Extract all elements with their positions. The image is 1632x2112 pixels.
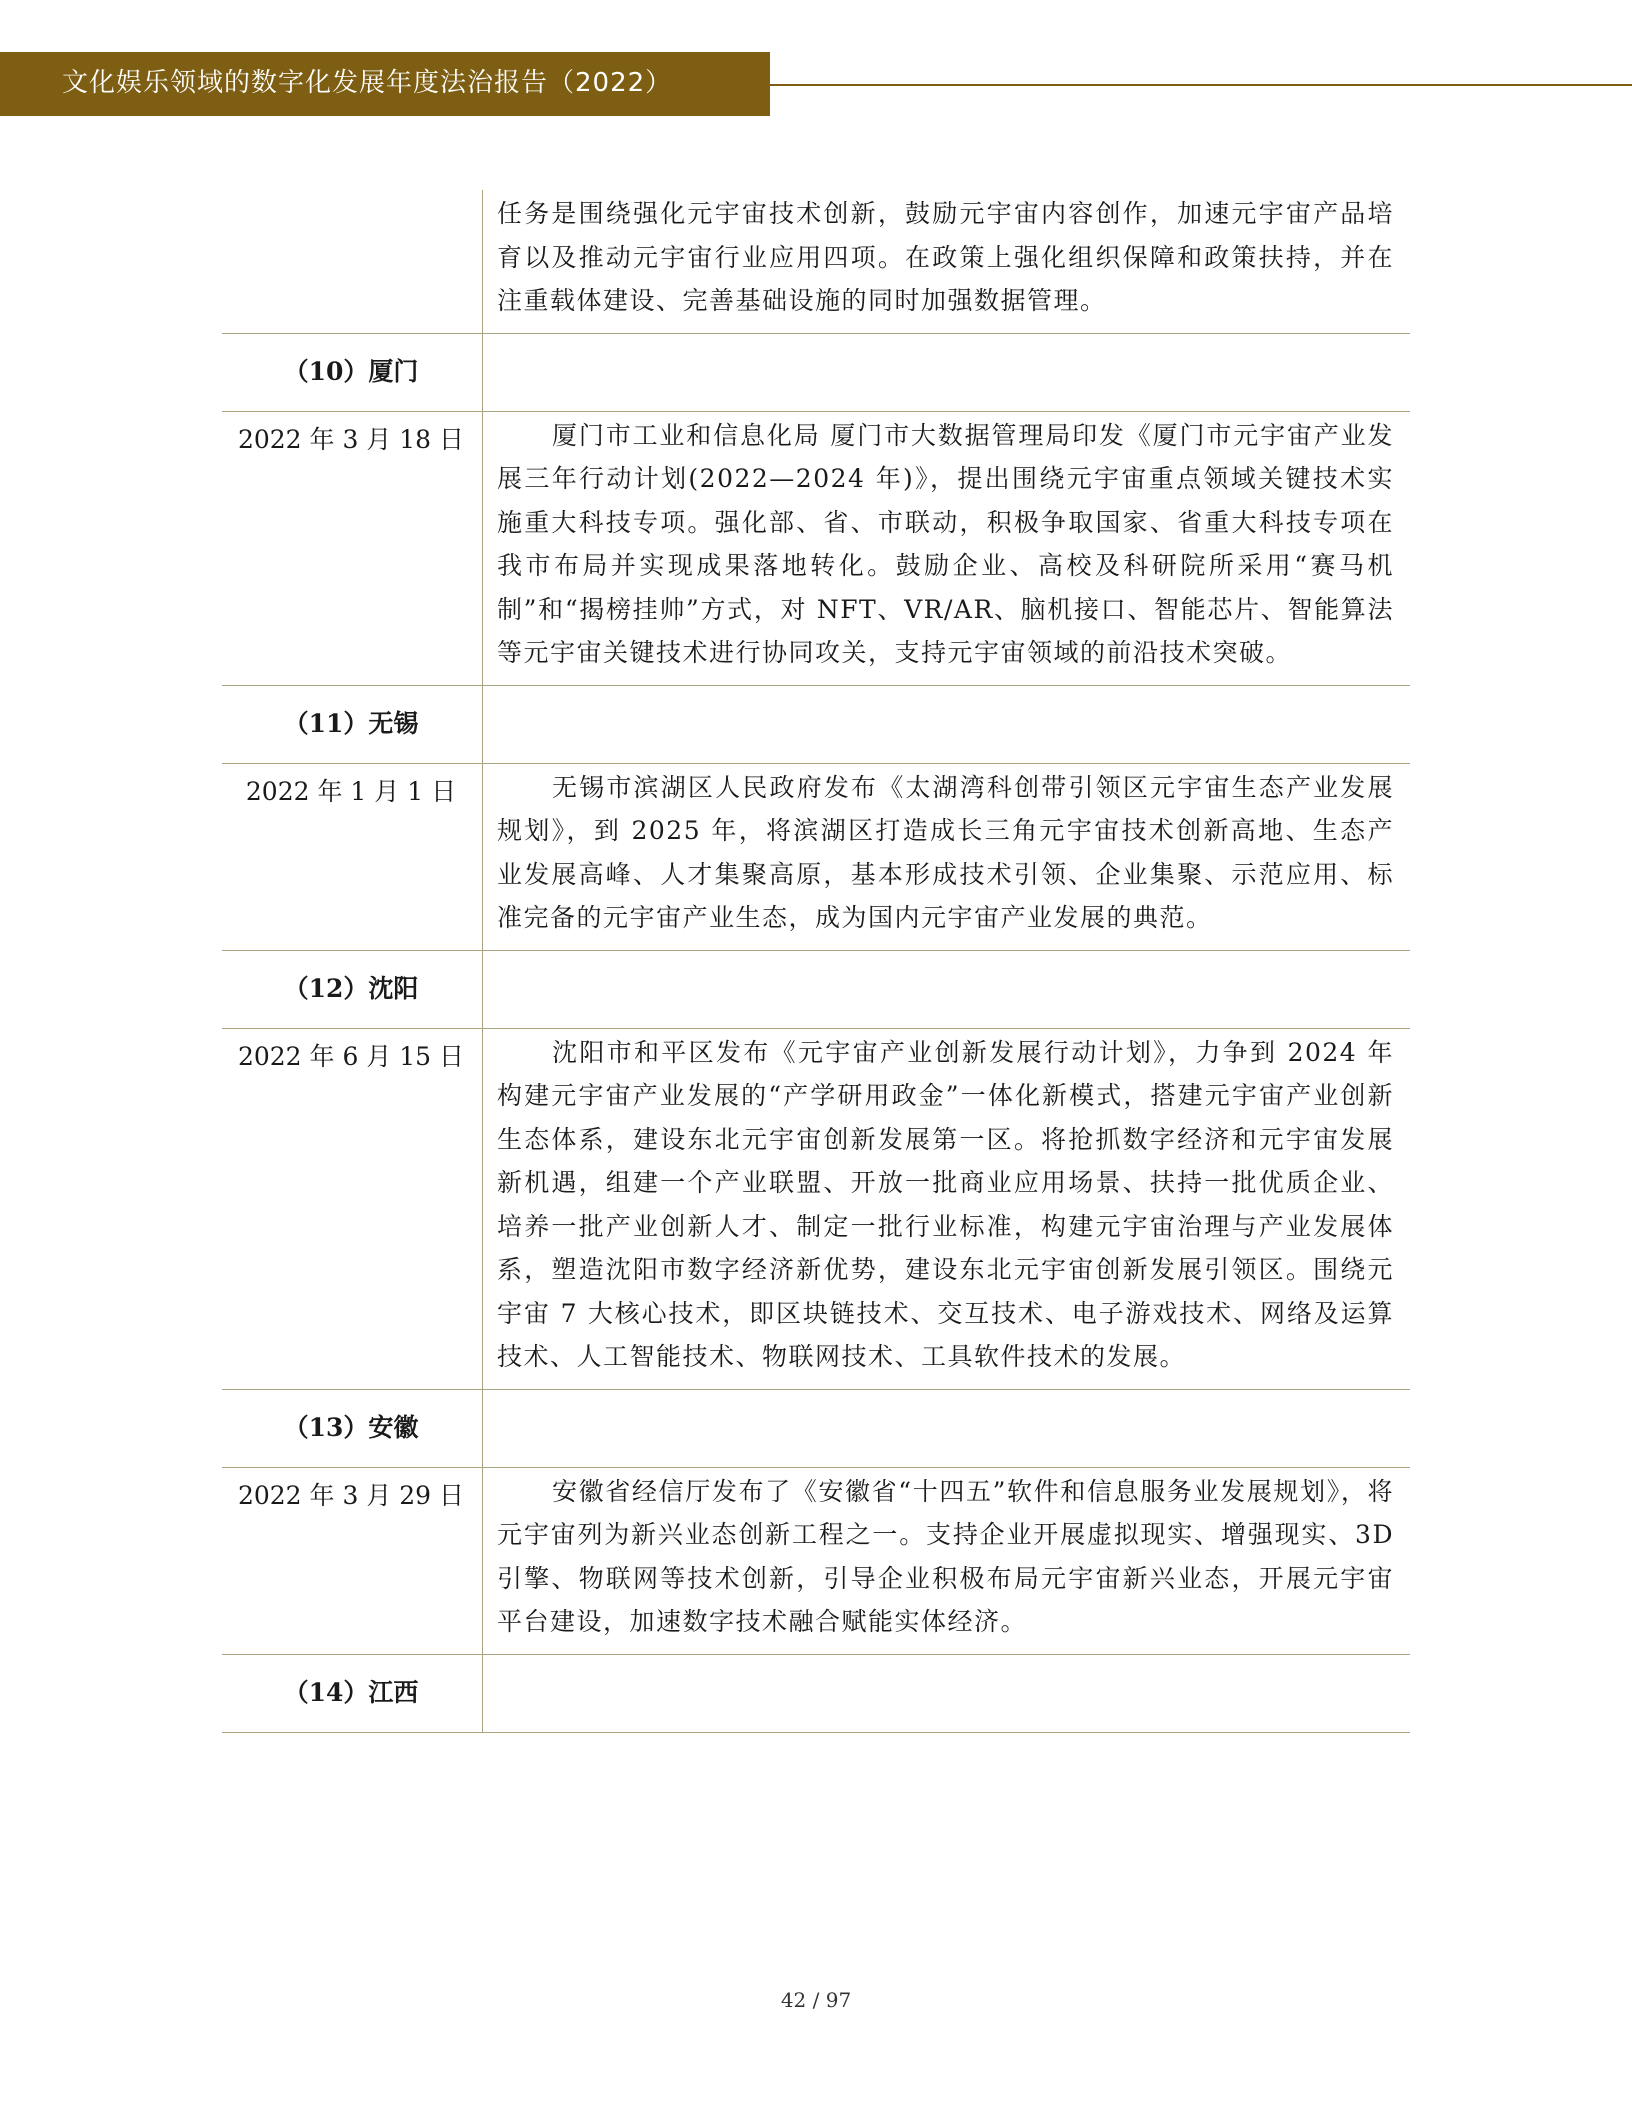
empty-cell	[482, 1390, 1410, 1467]
policy-text: 安徽省经信厅发布了《安徽省“十四五”软件和信息服务业发展规划》，将元宇宙列为新兴业态创新工程之一。支持企业开展虚拟现实、增强现实、3D 引擎、物联网等技术创新，引导企业积极布局元宇宙新兴业态，开展元宇宙平台建设，加速数字技术融合赋能实体经济。	[482, 1468, 1410, 1654]
policy-text: 无锡市滨湖区人民政府发布《太湖湾科创带引领区元宇宙生态产业发展规划》，到 2025 年，将滨湖区打造成长三角元宇宙技术创新高地、生态产业发展高峰、人才集聚高原，基本形成技术引领、企业集聚、示范应用、标准完备的元宇宙产业生态，成为国内元宇宙产业发展的典范。	[482, 764, 1410, 950]
section-heading: （10）厦门	[283, 357, 419, 386]
section-heading: （11）无锡	[283, 709, 419, 738]
empty-cell	[482, 951, 1410, 1028]
table-row-continuation	[222, 190, 1410, 334]
date-cell: 2022 年 3 月 18 日	[237, 424, 465, 454]
table-row	[222, 412, 1410, 686]
table-row	[222, 1029, 1410, 1390]
section-heading-row	[222, 951, 1410, 1029]
section-heading: （12）沈阳	[283, 974, 419, 1003]
section-heading-row	[222, 1655, 1410, 1733]
report-title: 文化娱乐领域的数字化发展年度法治报告（2022）	[62, 68, 673, 98]
table-row	[222, 764, 1410, 951]
section-heading-row	[222, 334, 1410, 412]
section-heading: （14）江西	[283, 1678, 419, 1707]
date-cell: 2022 年 1 月 1 日	[245, 776, 457, 806]
date-cell	[222, 190, 480, 333]
section-heading-row	[222, 1390, 1410, 1468]
section-heading: （13）安徽	[283, 1413, 419, 1442]
header-rule	[770, 84, 1632, 86]
empty-cell	[482, 1655, 1410, 1732]
table-row	[222, 1468, 1410, 1655]
policy-text: 厦门市工业和信息化局 厦门市大数据管理局印发《厦门市元宇宙产业发展三年行动计划(2022—2024 年)》，提出围绕元宇宙重点领域关键技术实施重大科技专项。强化部、省、市联动，积极争取国家、省重大科技专项在我市布局并实现成果落地转化。鼓励企业、高校及科研院所采用“赛马机制”和“揭榜挂帅”方式，对 NFT、VR/AR、脑机接口、智能芯片、智能算法等元宇宙关键技术进行协同攻关，支持元宇宙领域的前沿技术突破。	[482, 412, 1410, 685]
policy-table	[222, 190, 1410, 1733]
policy-text: 沈阳市和平区发布《元宇宙产业创新发展行动计划》，力争到 2024 年构建元宇宙产业发展的“产学研用政金”一体化新模式，搭建元宇宙产业创新生态体系，建设东北元宇宙创新发展第一区。将抢抓数字经济和元宇宙发展新机遇，组建一个产业联盟、开放一批商业应用场景、扶持一批优质企业、培养一批产业创新人才、制定一批行业标准，构建元宇宙治理与产业发展体系，塑造沈阳市数字经济新优势，建设东北元宇宙创新发展引领区。围绕元宇宙 7 大核心技术，即区块链技术、交互技术、电子游戏技术、网络及运算技术、人工智能技术、物联网技术、工具软件技术的发展。	[482, 1029, 1410, 1389]
section-heading-row	[222, 686, 1410, 764]
policy-text: 任务是围绕强化元宇宙技术创新，鼓励元宇宙内容创作，加速元宇宙产品培育以及推动元宇宙行业应用四项。在政策上强化组织保障和政策扶持，并在注重载体建设、完善基础设施的同时加强数据管理。	[482, 190, 1410, 333]
page-number: 42 / 97	[780, 1988, 852, 2012]
date-cell: 2022 年 3 月 29 日	[237, 1480, 465, 1510]
empty-cell	[482, 686, 1410, 763]
date-cell: 2022 年 6 月 15 日	[237, 1041, 465, 1071]
empty-cell	[482, 334, 1410, 411]
